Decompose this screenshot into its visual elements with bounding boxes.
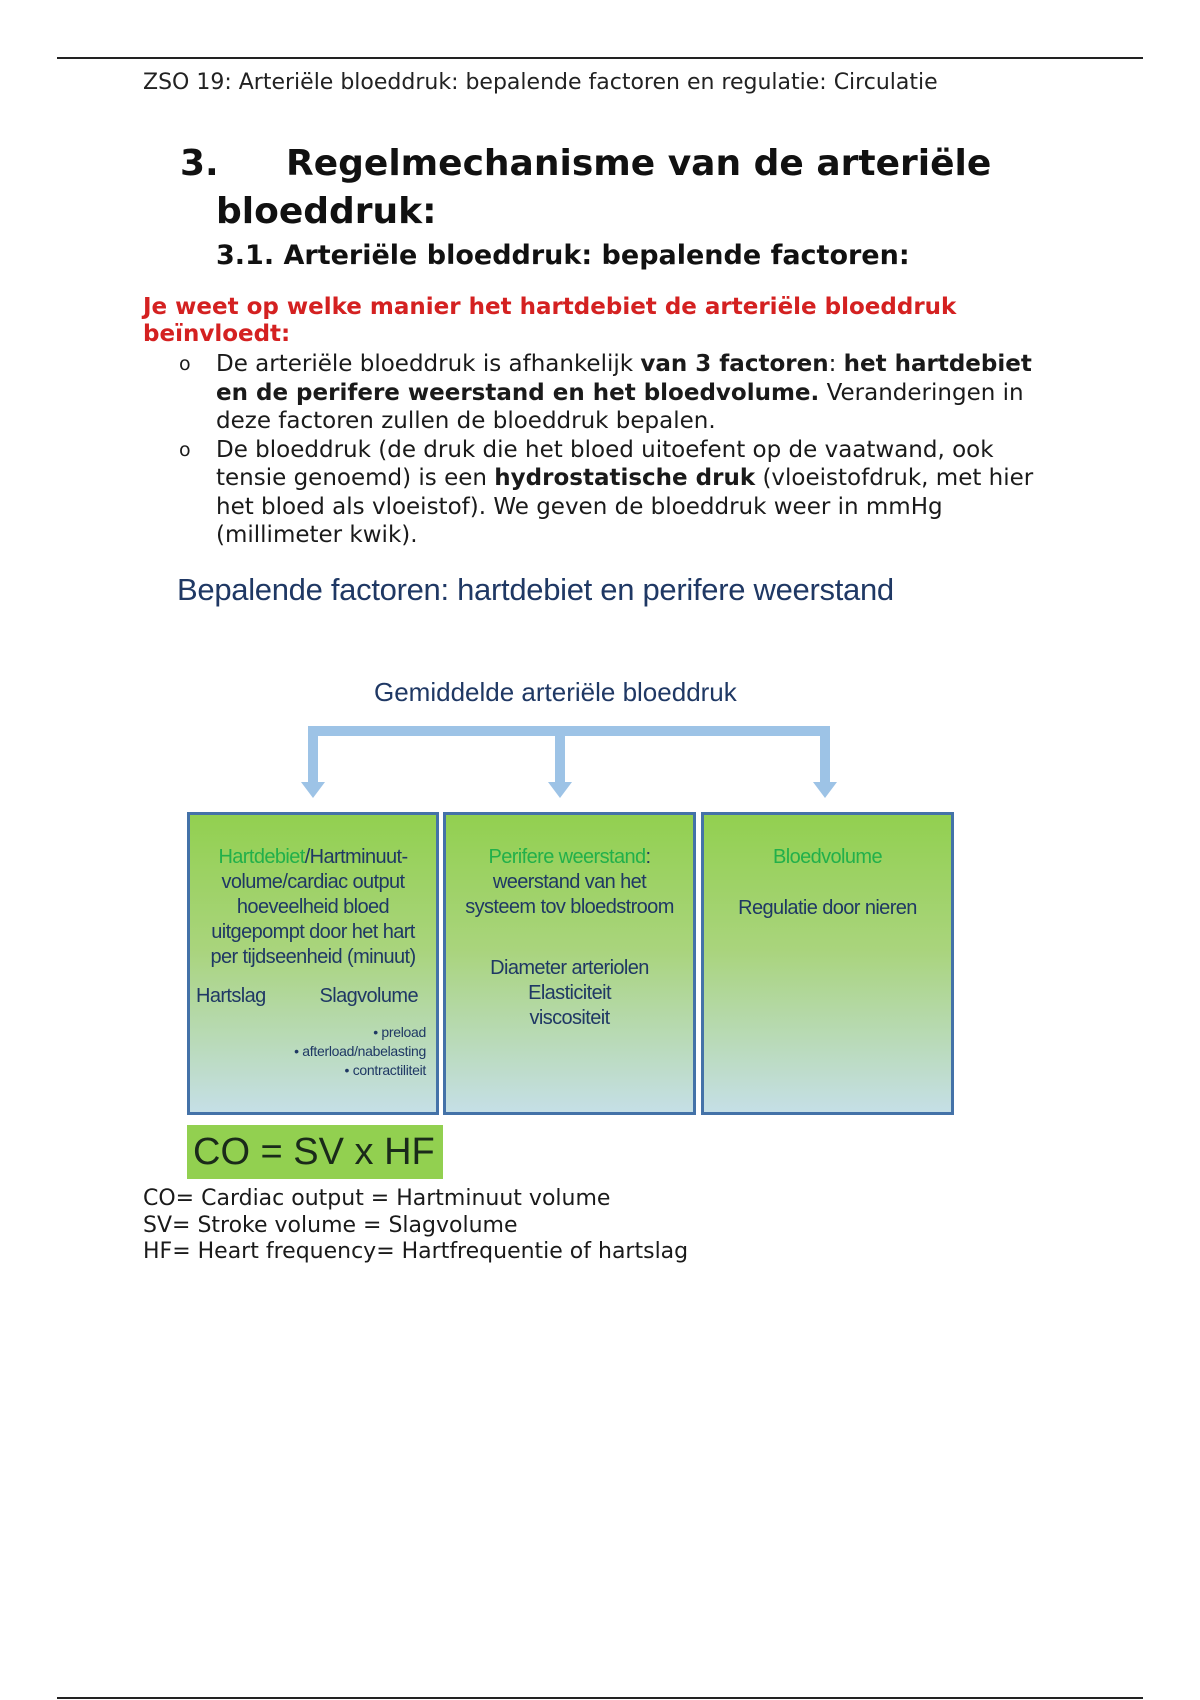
arrow-down-icon <box>301 782 325 800</box>
connector-mid-stem <box>555 726 565 786</box>
bullet-bold: van 3 factoren <box>640 351 829 377</box>
subsection-heading: 3.1. Arteriële bloeddruk: bepalende factoren: <box>216 240 910 271</box>
arrow-down-icon <box>813 782 837 800</box>
box-weerstand-factors <box>446 956 693 1031</box>
learning-objective: Je weet op welke manier het hartdebiet de arteriële bloeddruk beïnvloedt: <box>143 294 957 347</box>
bullet-text: (vloeistofdruk, met hier het bloed als vloeistof). We geven de bloeddruk weer in mmHg (millimeter kwik). <box>216 465 1034 548</box>
subfactor-preload: • preload <box>373 1024 426 1040</box>
bullet-marker: o <box>179 438 191 461</box>
subfactor-contractiliteit: • contractiliteit <box>344 1062 426 1078</box>
factor-elasticiteit: Elasticiteit <box>528 982 611 1004</box>
box-text: hoeveelheid bloed <box>236 896 390 918</box>
box-hartdebiet-components <box>190 984 436 1009</box>
component-slagvolume: Slagvolume <box>319 985 418 1007</box>
bullet-item-definition <box>143 436 1043 550</box>
box-text: systeem tov bloedstroom <box>465 896 674 918</box>
box-text: per tijdseenheid (minuut) <box>210 946 416 968</box>
box-label-green: Perifere weerstand <box>488 846 646 868</box>
box-label-green: Hartdebiet <box>218 846 305 868</box>
slide-title: Bepalende factoren: hartdebiet en perifere weerstand <box>177 572 894 607</box>
section-heading <box>180 140 991 236</box>
running-header: ZSO 19: Arteriële bloeddruk: bepalende factoren en regulatie: Circulatie <box>143 70 938 95</box>
box-label-green: Bloedvolume <box>772 846 883 868</box>
top-rule <box>57 57 1143 59</box>
box-hartdebiet <box>187 812 439 1115</box>
box-text: uitgepompt door het hart <box>211 921 415 943</box>
box-text: /Hartminuut- <box>304 846 408 868</box>
section-title-line2: bloeddruk: <box>216 191 437 232</box>
bullet-text: De arteriële bloeddruk is afhankelijk <box>216 351 641 377</box>
box-text: volume/cardiac output <box>221 871 405 893</box>
subfactor-afterload: • afterload/nabelasting <box>294 1043 426 1059</box>
legend-co: CO= Cardiac output = Hartminuut volume <box>143 1186 611 1211</box>
box-text: Regulatie door nieren <box>738 897 917 919</box>
arrow-down-icon <box>548 782 572 800</box>
legend-sv: SV= Stroke volume = Slagvolume <box>143 1212 518 1238</box>
box-text: : <box>645 846 651 868</box>
bullet-text: Veranderingen in deze factoren zullen de bloeddruk bepalen. <box>216 379 1024 434</box>
bottom-rule <box>57 1697 1143 1699</box>
box-bloedvolume <box>701 812 954 1115</box>
legend-hf: HF= Heart frequency= Hartfrequentie of hartslag <box>143 1239 689 1264</box>
bullet-text: : <box>828 351 844 377</box>
component-hartslag: Hartslag <box>196 985 266 1007</box>
diagram-root-label: Gemiddelde arteriële bloeddruk <box>374 677 737 707</box>
box-perifere-weerstand <box>443 812 696 1115</box>
connector-left-stem <box>308 726 318 786</box>
section-number: 3. <box>180 143 219 184</box>
bullet-list <box>143 350 1043 550</box>
bullet-bold: het hartdebiet en de perifere weerstand en het bloedvolume. <box>216 351 1032 406</box>
connector-horizontal <box>308 726 830 736</box>
box-text: weerstand van het <box>492 871 647 893</box>
connector-right-stem <box>820 726 830 786</box>
factor-viscositeit: viscositeit <box>529 1007 610 1029</box>
bullet-bold: hydrostatische druk <box>494 465 756 491</box>
abbreviation-legend <box>143 1186 688 1266</box>
factor-diameter: Diameter arteriolen <box>490 957 649 979</box>
bullet-item-factors <box>143 350 1043 436</box>
section-title-line1: Regelmechanisme van de arteriële <box>286 143 992 184</box>
bullet-marker: o <box>179 353 191 375</box>
formula-co: CO = SV x HF <box>187 1125 443 1179</box>
slagvolume-subfactors <box>190 1023 436 1080</box>
bullet-text: De bloeddruk (de druk die het bloed uitoefent op de vaatwand, ook tensie genoemd) is een <box>216 436 994 491</box>
box-weerstand-definition <box>446 845 693 920</box>
box-hartdebiet-definition <box>190 845 436 970</box>
